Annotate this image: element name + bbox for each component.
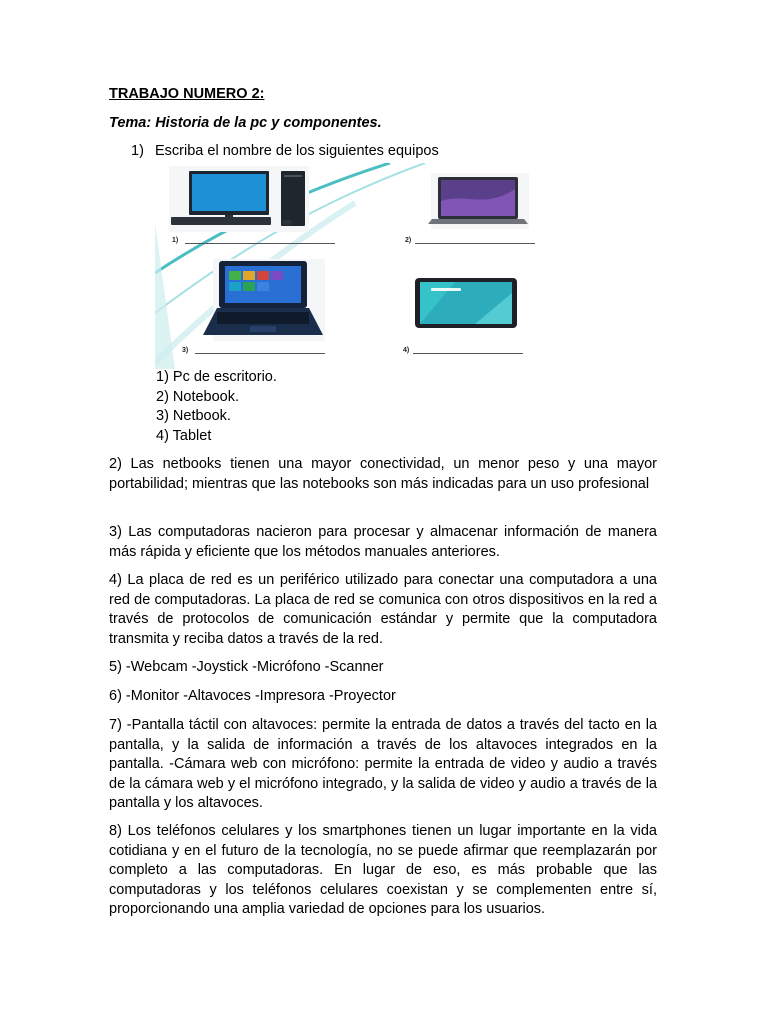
answer-paragraph-7: 7) -Pantalla táctil con altavoces: permite la entrada de datos a través del tacto en la pantalla, y la salida de información a través de los altavoces integrados en la pantalla. -Cámara web con micrófono: permite la entrada de video y audio a través de la cámara web y el micrófono integrado, y la salida de video y audio a través de la pantalla y los altavoces.	[109, 717, 657, 811]
notebook-image	[428, 173, 529, 229]
tablet-image	[415, 278, 517, 328]
desktop-pc-image	[169, 166, 309, 232]
answer-paragraph-2: 2) Las netbooks tienen una mayor conectividad, un menor peso y una mayor portabilidad; mientras que las notebooks son más indicadas para un uso profesional	[109, 456, 657, 492]
answer-line-4	[413, 353, 523, 354]
answer-paragraph-8: 8) Los teléfonos celulares y los smartphones tienen un lugar importante en la vida cotidiana y en el futuro de la tecnología, no se puede afirmar que reemplazarán por completo a las computadoras. En lugar de eso, es más probable que las computadoras y los teléfonos celulares coexistan y se complementen entre sí, proporcionando una amplia variedad de opciones para los usuarios.	[109, 823, 657, 917]
figure-label-4: 4)	[403, 347, 410, 354]
answer-paragraph-5: 5) -Webcam -Joystick -Micrófono -Scanner	[109, 659, 384, 675]
answers-list	[156, 368, 277, 446]
answer-line-1	[185, 243, 335, 244]
document-title: TRABAJO NUMERO 2:	[109, 86, 265, 102]
devices-figure	[155, 163, 555, 369]
list-item: 3) Netbook.	[156, 408, 231, 424]
answer-line-3	[195, 353, 325, 354]
question-1	[131, 143, 439, 159]
figure-label-1: 1)	[172, 237, 179, 244]
answer-line-2	[415, 243, 535, 244]
list-item: 2) Notebook.	[156, 388, 240, 405]
document-topic: Tema: Historia de la pc y componentes.	[109, 115, 382, 131]
answer-paragraph-4: 4) La placa de red es un periférico utilizado para conectar una computadora a una red de computadoras. La placa de red se comunica con otros dispositivos en la red a través de protocolos de comunicación estándar y permite que la computadora transmita y reciba datos a través de la red.	[109, 572, 657, 647]
question-1-number: 1)	[131, 143, 144, 159]
answer-paragraph-3: 3) Las computadoras nacieron para procesar y almacenar información de manera más rápida y eficiente que los métodos manuales anteriores.	[109, 524, 657, 560]
question-1-text: Escriba el nombre de los siguientes equipos	[155, 143, 439, 159]
figure-label-2: 2)	[405, 237, 412, 244]
netbook-image	[203, 259, 325, 341]
figure-label-3: 3)	[182, 347, 189, 354]
answer-paragraph-6: 6) -Monitor -Altavoces -Impresora -Proyector	[109, 688, 396, 704]
list-item: 1) Pc de escritorio.	[156, 369, 277, 385]
list-item: 4) Tablet	[156, 427, 212, 444]
devices-illustration	[155, 163, 555, 369]
